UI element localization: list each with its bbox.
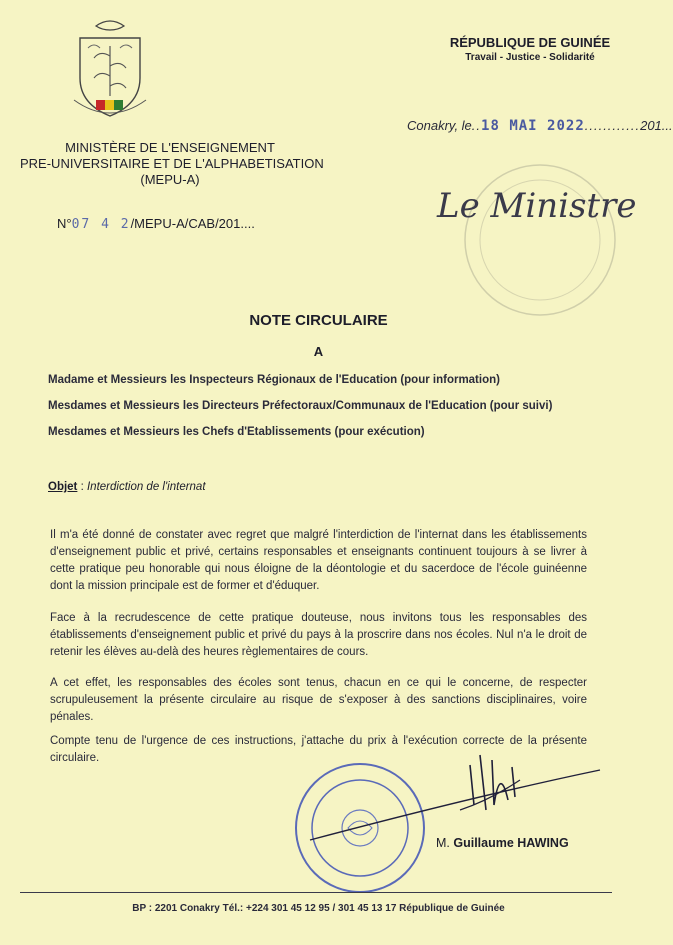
reference-suffix: /MEPU-A/CAB/201.... xyxy=(130,216,255,231)
signatory-full-name: Guillaume HAWING xyxy=(453,836,569,850)
date-suffix: 201... xyxy=(640,118,673,133)
addressee-line: Mesdames et Messieurs les Directeurs Préfectoraux/Communaux de l'Education (pour suivi) xyxy=(48,400,553,412)
footer-contact: BP : 2201 Conakry Tél.: +224 301 45 12 95 / 301 45 13 17 République de Guinée xyxy=(132,903,505,914)
signatory-name xyxy=(436,836,569,850)
minister-title-script: Le Ministre xyxy=(437,186,637,226)
date-prefix: Conakry, le xyxy=(407,118,472,133)
body-paragraph: Il m'a été donné de constater avec regret que malgré l'interdiction de l'internat dans les établissements d'enseignement public et privé, certains responsables et enseignants continuent toujours à se livrer à cette pratique peu honorable qui nous éloigne de la déontologie et du sacerdoce de l'école guinéenne dont la mission principale est de former et d'éduquer. xyxy=(50,529,587,592)
republic-name: RÉPUBLIQUE DE GUINÉE xyxy=(449,35,611,50)
addressee-line: Madame et Messieurs les Inspecteurs Régionaux de l'Education (pour information) xyxy=(48,374,500,386)
subject-label: Objet xyxy=(48,481,78,493)
document-title: NOTE CIRCULAIRE xyxy=(249,312,388,329)
ministry-abbreviation: (MEPU-A) xyxy=(140,172,200,187)
body-paragraph: A cet effet, les responsables des écoles sont tenus, chacun en ce qui le concerne, de respecter scrupuleusement la présente circulaire au risque de s'exposer à des sanctions disciplinaires, voire pénales. xyxy=(50,677,587,723)
coat-of-arms-emblem xyxy=(66,16,154,126)
national-motto: Travail - Justice - Solidarité xyxy=(465,52,595,63)
footer-divider xyxy=(20,892,612,893)
handwritten-signature xyxy=(440,745,600,845)
reference-number xyxy=(57,216,255,232)
ministry-header xyxy=(20,140,324,188)
ministry-name-line1: MINISTÈRE DE L'ENSEIGNEMENT xyxy=(65,140,275,155)
addressee-heading: A xyxy=(313,344,324,359)
body-paragraph: Compte tenu de l'urgence de ces instructions, j'attache du prix à l'exécution correcte de la présente circulaire. xyxy=(50,735,587,764)
subject-separator: : xyxy=(77,481,87,493)
ministry-name-line2: PRE-UNIVERSITAIRE ET DE L'ALPHABETISATION xyxy=(20,156,324,171)
subject-value: Interdiction de l'internat xyxy=(86,481,206,493)
body-paragraph: Face à la recrudescence de cette pratique douteuse, nous invitons tous les responsables des établissements d'enseignement public et privé du pays à la proscrire dans nos écoles. Nul n'a le droit de retenir les élèves au-delà des heures règlementaires de cours. xyxy=(50,612,587,658)
signatory-prefix: M. xyxy=(436,836,450,850)
subject-line xyxy=(48,481,206,493)
addressee-line: Mesdames et Messieurs les Chefs d'Etablissements (pour exécution) xyxy=(48,426,425,438)
reference-prefix: N° xyxy=(57,216,72,231)
official-round-seal xyxy=(290,758,430,898)
reference-stamped-number: 07 4 2 xyxy=(71,217,131,232)
republic-header xyxy=(430,35,630,63)
dateline: Conakry, le..18 MAI 2022............201... xyxy=(407,118,673,134)
date-stamp: 18 MAI 2022 xyxy=(481,118,585,134)
